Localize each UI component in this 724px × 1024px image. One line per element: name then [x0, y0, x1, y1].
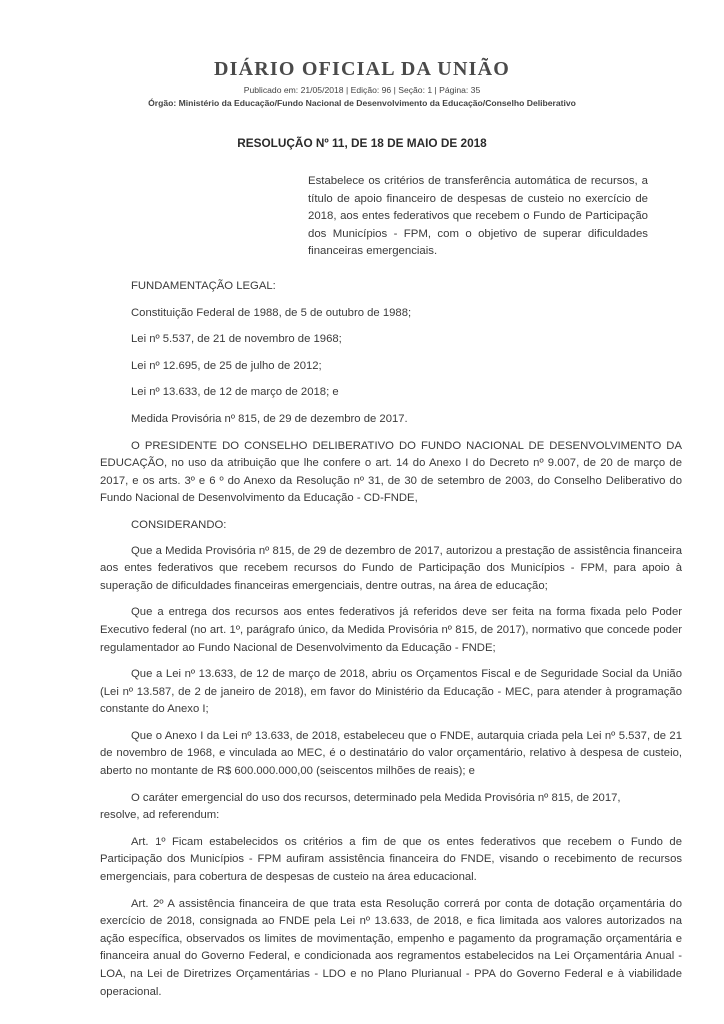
document-body: [100, 278, 682, 1010]
newspaper-title: DIÁRIO OFICIAL DA UNIÃO: [214, 58, 510, 80]
legal-basis-item: Lei nº 13.633, de 12 de março de 2018; e: [131, 386, 339, 399]
article-2: Art. 2º A assistência financeira de que trata esta Resolução correrá por conta de dotação orçamentária do exercício de 2018, consignada ao FNDE pela Lei nº 13.633, de 2018, e fica limitada aos valores autorizados na ação específica, observados os limites de movimentação, empenho e pagamento da programação orçamentária e financeira anual do Governo Federal, e condicionada aos regramentos estabelecidos na Lei Orçamentária Anual - LOA, na Lei de Diretrizes Orçamentárias - LDO e no Plano Plurianual - PPA do Governo Federal e à viabilidade operacional.: [100, 897, 682, 998]
considerando-heading: CONSIDERANDO:: [131, 518, 227, 531]
preamble-paragraph: O PRESIDENTE DO CONSELHO DELIBERATIVO DO FUNDO NACIONAL DE DESENVOLVIMENTO DA EDUCAÇÃO, no uso da atribuição que lhe confere o art. 14 do Anexo I do Decreto nº 9.007, de 20 de março de 2017, e os arts. 3º e 6 º do Anexo da Resolução nº 31, de 30 de setembro de 2003, do Conselho Deliberativo do Fundo Nacional de Desenvolvimento da Educação - CD-FNDE,: [100, 439, 682, 505]
considerando-item: Que a Medida Provisória nº 815, de 29 de dezembro de 2017, autorizou a prestação de assistência financeira aos entes federativos que recebem recursos do Fundo de Participação dos Municípios - FPM, para apoio à superação de dificuldades financeiras emergenciais, dentre outras, na área de educação;: [100, 544, 682, 592]
resolution-summary: Estabelece os critérios de transferência automática de recursos, a título de apoio financeiro de despesas de custeio no exercício de 2018, aos entes federativos que recebem o Fundo de Participação dos Municípios - FPM, com o objetivo de superar dificuldades financeiras emergenciais.: [308, 175, 648, 258]
considerando-item: Que a Lei nº 13.633, de 12 de março de 2018, abriu os Orçamentos Fiscal e de Seguridade Social da União (Lei nº 13.587, de 2 de janeiro de 2018), em favor do Ministério da Educação - MEC, para atender à programação constante do Anexo I;: [100, 668, 682, 716]
considerando-item: O caráter emergencial do uso dos recursos, determinado pela Medida Provisória nº 815, de 2017,: [131, 791, 621, 804]
legal-basis-item: Medida Provisória nº 815, de 29 de dezembro de 2017.: [131, 412, 408, 425]
legal-basis-item: Lei nº 12.695, de 25 de julho de 2012;: [131, 359, 322, 372]
masthead: [0, 58, 724, 108]
legal-basis-item: Lei nº 5.537, de 21 de novembro de 1968;: [131, 333, 342, 346]
considerando-item: Que a entrega dos recursos aos entes federativos já referidos deve ser feita na forma fixada pelo Poder Executivo federal (no art. 1º, parágrafo único, da Medida Provisória nº 815, de 2017), normativo que concede poder regulamentador ao Fundo Nacional de Desenvolvimento da Educação - FNDE;: [100, 606, 682, 654]
article-1: Art. 1º Ficam estabelecidos os critérios a fim de que os entes federativos que recebem o Fundo de Participação dos Municípios - FPM aufiram assistência financeira do FNDE, visando o recebimento de recursos emergenciais, para cobertura de despesas de custeio na área educacional.: [100, 835, 682, 884]
publication-info: Publicado em: 21/05/2018 | Edição: 96 | Seção: 1 | Página: 35: [243, 85, 481, 95]
legal-basis-item: Constituição Federal de 1988, de 5 de outubro de 1988;: [131, 306, 412, 319]
fundamentacao-heading: FUNDAMENTAÇÃO LEGAL:: [131, 280, 276, 292]
resolution-title: RESOLUÇÃO Nº 11, DE 18 DE MAIO DE 2018: [237, 136, 487, 150]
resolve-clause: resolve, ad referendum:: [100, 809, 220, 822]
considerando-item: Que o Anexo I da Lei nº 13.633, de 2018, estabeleceu que o FNDE, autarquia criada pela Lei nº 5.537, de 21 de novembro de 1968, e vinculada ao MEC, é o destinatário do valor orçamentário, relativo à despesa de custeio, aberto no montante de R$ 600.000.000,00 (seiscentos milhões de reais); e: [100, 729, 682, 778]
issuing-body: Órgão: Ministério da Educação/Fundo Nacional de Desenvolvimento da Educação/Conselho Deliberativo: [148, 98, 576, 108]
